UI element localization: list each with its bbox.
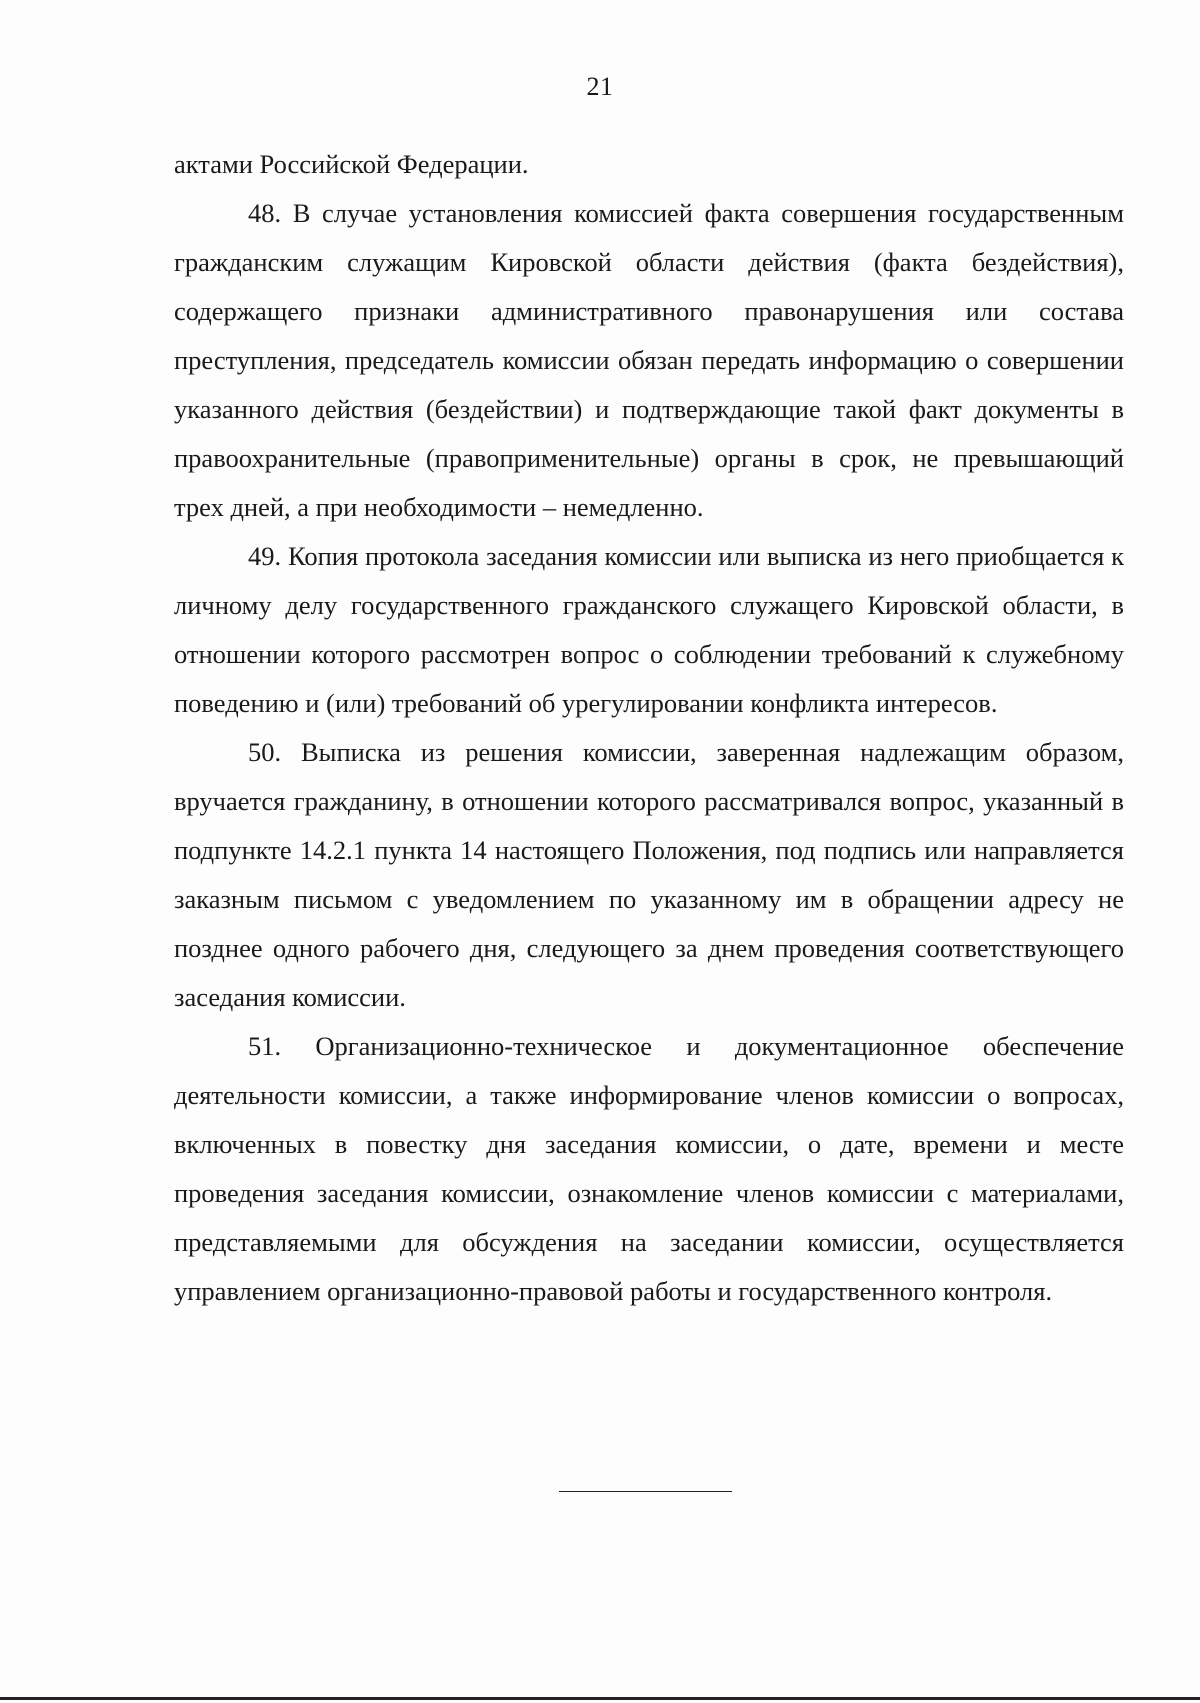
paragraph-48: 48. В случае установления комиссией факта совершения государственным гражданским служащим Кировской области действия (факта бездействия), содержащего признаки административного правонарушения или состава преступления, председатель комиссии обязан передать информацию о совершении указанного действия (бездействии) и подтверждающие такой факт документы в правоохранительные (правоприменительные) органы в срок, не превышающий трех дней, а при необходимости – немедленно. [174, 198, 1124, 522]
page-number: 21 [586, 72, 614, 101]
document-body [174, 140, 1124, 1316]
paragraph-51: 51. Организационно-техническое и документационное обеспечение деятельности комиссии, а также информирование членов комиссии о вопросах, включенных в повестку дня заседания комиссии, о дате, времени и месте проведения заседания комиссии, ознакомление членов комиссии с материалами, представляемыми для обсуждения на заседании комиссии, осуществляется управлением организационно-правовой работы и государственного контроля. [174, 1031, 1124, 1306]
end-of-document-rule [559, 1491, 732, 1492]
paragraph-49: 49. Копия протокола заседания комиссии или выписка из него приобщается к личному делу государственного гражданского служащего Кировской области, в отношении которого рассмотрен вопрос о соблюдении требований к служебному поведению и (или) требований об урегулировании конфликта интересов. [174, 541, 1124, 718]
paragraph-continuation: актами Российской Федерации. [174, 149, 529, 179]
paragraph-50: 50. Выписка из решения комиссии, заверенная надлежащим образом, вручается гражданину, в отношении которого рассматривался вопрос, указанный в подпункте 14.2.1 пункта 14 настоящего Положения, под подпись или направляется заказным письмом с уведомлением по указанному им в обращении адресу не позднее одного рабочего дня, следующего за днем проведения соответствующего заседания комиссии. [174, 737, 1124, 1012]
scan-bottom-edge [0, 1697, 1200, 1700]
